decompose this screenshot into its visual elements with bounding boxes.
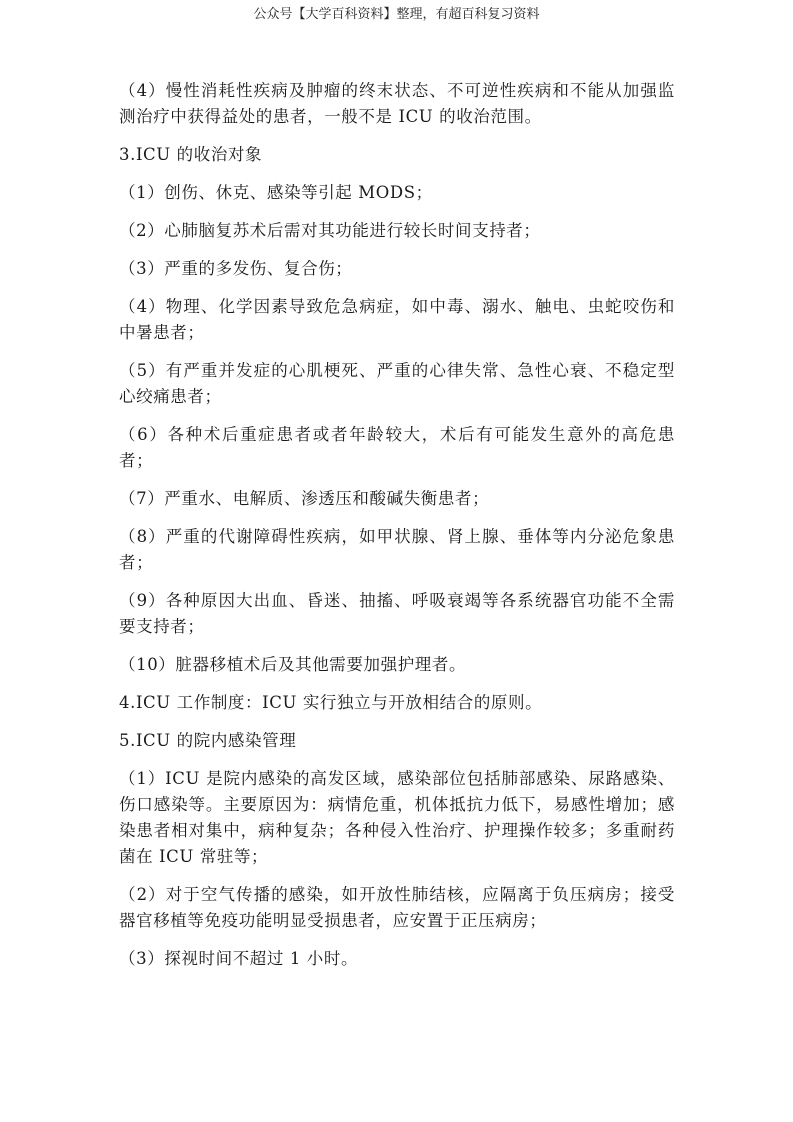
list-item: （9）各种原因大出血、昏迷、抽搐、呼吸衰竭等各系统器官功能不全需要支持者； [119,591,675,636]
list-item: （2）对于空气传播的感染，如开放性肺结核，应隔离于负压病房；接受器官移植等免疫功能明显受损患者，应安置于正压病房； [119,885,675,930]
paragraph-exclusion-4: （4）慢性消耗性疾病及肿瘤的终末状态、不可逆性疾病和不能从加强监测治疗中获得益处的患者，一般不是 ICU 的收治范围。 [119,81,675,126]
section-heading-admission: 3.ICU 的收治对象 [119,145,263,164]
list-item: （5）有严重并发症的心肌梗死、严重的心律失常、急性心衰、不稳定型心绞痛患者； [119,361,675,406]
list-item: （3）严重的多发伤、复合伤； [119,259,353,278]
document-body [119,78,675,984]
list-item: （6）各种术后重症患者或者年龄较大，术后有可能发生意外的高危患者； [119,425,675,470]
list-item: （1）ICU 是院内感染的高发区域，感染部位包括肺部感染、尿路感染、伤口感染等。主要原因为：病情危重，机体抵抗力低下，易感性增加；感染患者相对集中，病种复杂；各种侵入性治疗、护理操作较多；多重耐药菌在 ICU 常驻等； [119,769,675,866]
list-item: （8）严重的代谢障碍性疾病，如甲状腺、肾上腺、垂体等内分泌危象患者； [119,527,675,572]
list-item: （10）脏器移植术后及其他需要加强护理者。 [119,655,467,674]
list-item: （7）严重水、电解质、渗透压和酸碱失衡患者； [119,489,490,508]
list-item: （3）探视时间不超过 1 小时。 [119,949,359,968]
section-heading-work-system: 4.ICU 工作制度：ICU 实行独立与开放相结合的原则。 [119,693,543,712]
list-item: （2）心肺脑复苏术后需对其功能进行较长时间支持者； [119,221,541,240]
list-item: （1）创伤、休克、感染等引起 MODS； [119,183,433,202]
section-heading-infection: 5.ICU 的院内感染管理 [119,731,297,750]
list-item: （4）物理、化学因素导致危急病症，如中毒、溺水、触电、虫蛇咬伤和中暑患者； [119,297,675,342]
page-header: 公众号【大学百科资料】整理，有超百科复习资料 [253,7,540,22]
